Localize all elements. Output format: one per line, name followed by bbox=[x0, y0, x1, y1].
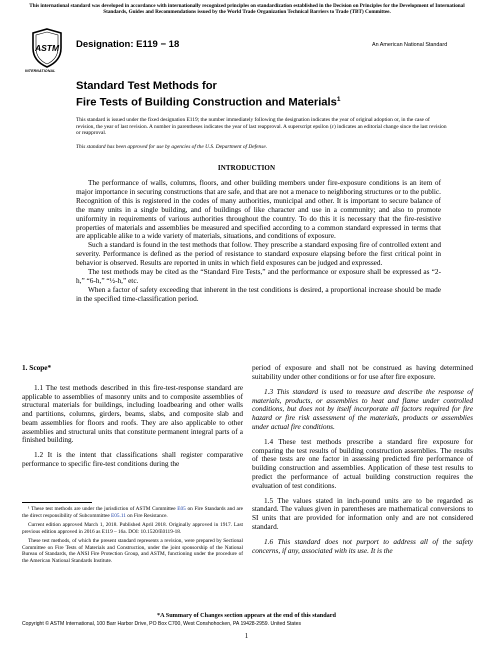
section-1-2-continued: period of exposure and shall not be construed as having determined suitability under other conditions or for use after fire exposure. bbox=[252, 363, 473, 381]
summary-of-changes-note: *A Summary of Changes section appears at the end of this standard bbox=[157, 612, 336, 619]
section-1-4: 1.4 These test methods prescribe a standard fire exposure for comparing the test results of building construction assemblies. The results of these tests are one factor in assessing predicted fire performance of building construction and assemblies. Application of these test results to predict the performance of actual building construction requires the evaluation of test conditions. bbox=[252, 436, 473, 490]
footnote-1: ¹ These test methods are under the jurisdiction of ASTM Committee E05 on Fire Standards and are the direct responsibility of Subcommittee E05.11 on Fire Resistance. bbox=[22, 506, 243, 519]
title-line-2: Fire Tests of Building Construction and Materials$^1$ bbox=[76, 96, 341, 110]
footnote-history: These test methods, of which the present standard represents a revision, were prepared by Sectional Committee on Fire Tests of Materials and Construction, under the joint sponsorship of the National Bureau of Standards, the ANSI Fire Protection Group, and ASTM, functioning under the procedure of the American National Standards Institute. bbox=[22, 538, 243, 564]
section-1-6: 1.6 This standard does not purport to address all of the safety concerns, if any, associated with its use. It is the bbox=[252, 536, 473, 555]
footnote-divider bbox=[22, 502, 92, 503]
introduction-heading: INTRODUCTION bbox=[217, 164, 276, 172]
left-column bbox=[22, 364, 243, 475]
committee-link[interactable]: E05 bbox=[177, 506, 186, 512]
tbt-notice: This international standard was developed in accordance with internationally recognized principles on standardization established in the Decision on Principles for the Development of International Standards, Guides and Recommendations issued by the World Trade Organization Technical Barriers to Trade (TBT) Committee. bbox=[29, 3, 465, 16]
approved-note: This standard has been approved for use by agencies of the U.S. Department of Defense. bbox=[76, 144, 268, 150]
intro-paragraph: Such a standard is found in the test methods that follow. They prescribe a standard exposing fire of controlled extent and severity. Performance is defined as the period of resistance to standard exposure elapsing before the first critical point in behavior is observed. Results are reported in units in which field exposures can be judged and expressed. bbox=[76, 240, 441, 268]
scope-heading: 1. Scope* bbox=[22, 363, 52, 372]
intro-paragraph: The performance of walls, columns, floors, and other building members under fire-exposure conditions is an item of major importance in securing constructions that are safe, and that are not a menace to neighboring structures or to the public. Recognition of this is registered in the codes of many authorities, municipal and other. It is important to secure balance of the many units in a single building, and of buildings of like character and use in a community; and also to promote uniformity in requirements of various authorities throughout the country. To do this it is necessary that the fire-resistive properties of materials and assemblies be measured and specified according to a common standard expressed in terms that are applicable alike to a wide variety of materials, situations, and conditions of exposure. bbox=[76, 178, 441, 241]
issued-note: This standard is issued under the fixed designation E119; the number immediately following the designation indicates the year of original adoption or, in the case of revision, the year of last revision. A number in parentheses indicates the year of last reapproval. A superscript epsilon (ε) indicates an editorial change since the last revision or reapproval. bbox=[76, 117, 447, 137]
intro-paragraph: The test methods may be cited as the “Standard Fire Tests,” and the performance or exposure shall be expressed as “2-h,” “6-h,” “½-h,” etc. bbox=[76, 267, 441, 285]
intro-paragraph: When a factor of safety exceeding that inherent in the test conditions is desired, a proportional increase should be made in the specified time-classification period. bbox=[76, 284, 441, 303]
title-footnote-marker: 1 bbox=[336, 96, 341, 104]
introduction-body bbox=[76, 179, 441, 304]
astm-logo-subtext: INTERNATIONAL bbox=[25, 69, 56, 73]
section-1-1: 1.1 The test methods described in this fire-test-response standard are applicable to assemblies of masonry units and to composite assemblies of structural materials for buildings, including loadbearing and other walls and partitions, columns, girders, beams, slabs, and composite slab and beam assemblies for floors and roofs. They are also applicable to other assemblies and structural units that constitute permanent integral parts of a finished building. bbox=[22, 382, 243, 445]
designation: Designation: E119 − 18 bbox=[76, 39, 180, 50]
section-1-5: 1.5 The values stated in inch-pound units are to be regarded as standard. The values given in parentheses are mathematical conversions to SI units that are provided for information only and are not considered standard. bbox=[252, 495, 473, 531]
title-line-1: Standard Test Methods for bbox=[76, 80, 217, 92]
section-1-2: 1.2 It is the intent that classifications shall register comparative performance to specific fire-test conditions during the bbox=[22, 450, 243, 469]
astm-logo bbox=[30, 28, 64, 68]
footnotes bbox=[22, 506, 243, 567]
document-title bbox=[76, 80, 340, 111]
section-1-3: 1.3 This standard is used to measure and describe the response of materials, products, or assemblies to heat and flame under controlled conditions, but does not by itself incorporate all factors required for fire hazard or fire risk assessment of the materials, products or assemblies under actual fire conditions. bbox=[252, 386, 473, 431]
page-number: 1 bbox=[244, 632, 249, 640]
ans-label: An American National Standard bbox=[372, 42, 448, 48]
copyright: Copyright © ASTM International, 100 Barr Harbor Drive, PO Box C700, West Conshohocken, PA 19428-2959. United States bbox=[22, 621, 302, 627]
footnote-edition: Current edition approved March 1, 2018. Published April 2018. Originally approved in 1917. Last previous edition approved in 2016 as E119 – 16a. DOI: 10.1520/E0119-18. bbox=[22, 522, 243, 535]
subcommittee-link[interactable]: E05.11 bbox=[111, 512, 126, 519]
svg-text:ASTM: ASTM bbox=[34, 43, 60, 53]
right-column bbox=[252, 364, 473, 562]
